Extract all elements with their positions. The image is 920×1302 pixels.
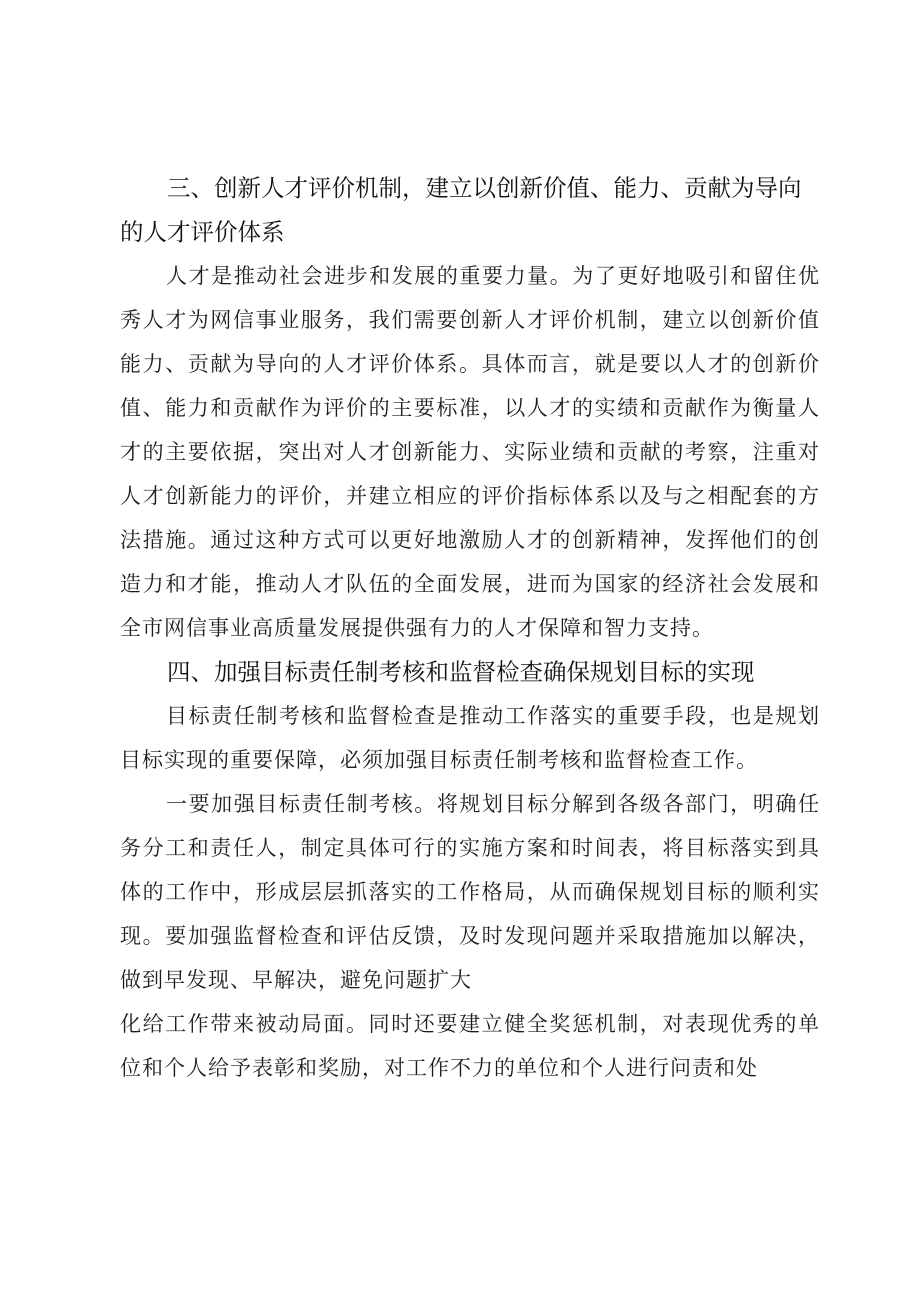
section-3-paragraph: 人才是推动社会进步和发展的重要力量。为了更好地吸引和留住优秀人才为网信事业服务，我们需要创新人才评价机制，建立以创新价值能力、贡献为导向的人才评价体系。具体而言，就是要以人才的创新价值、能力和贡献作为评价的主要标准，以人才的实绩和贡献作为衡量人才的主要依据，突出对人才创新能力、实际业绩和贡献的考察，注重对人才创新能力的评价，并建立相应的评价指标体系以及与之相配套的方法措施。通过这种方式可以更好地激励人才的创新精神，发挥他们的创造力和才能，推动人才队伍的全面发展，进而为国家的经济社会发展和全市网信事业高质量发展提供强有力的人才保障和智力支持。 [120, 264, 820, 640]
section-4-paragraph-3: 化给工作带来被动局面。同时还要建立健全奖惩机制，对表现优秀的单位和个人给予表彰和奖励，对工作不力的单位和个人进行问责和处 [120, 1012, 820, 1080]
section-4-paragraph-2: 一要加强目标责任制考核。将规划目标分解到各级各部门，明确任务分工和责任人，制定具体可行的实施方案和时间表，将目标落实到具体的工作中，形成层层抓落实的工作格局，从而确保规划目标的顺利实现。要加强监督检查和评估反馈，及时发现问题并采取措施加以解决，做到早发现、早解决，避免问题扩大 [120, 792, 820, 992]
section-4-heading: 四、加强目标责任制考核和监督检查确保规划目标的实现 [167, 658, 755, 686]
section-4-paragraph-1: 目标责任制考核和监督检查是推动工作落实的重要手段，也是规划目标实现的重要保障，必须加强目标责任制考核和监督检查工作。 [120, 704, 820, 772]
document-body [120, 166, 820, 1090]
section-3-heading: 三、创新人才评价机制，建立以创新价值、能力、贡献为导向的人才评价体系 [120, 174, 802, 246]
